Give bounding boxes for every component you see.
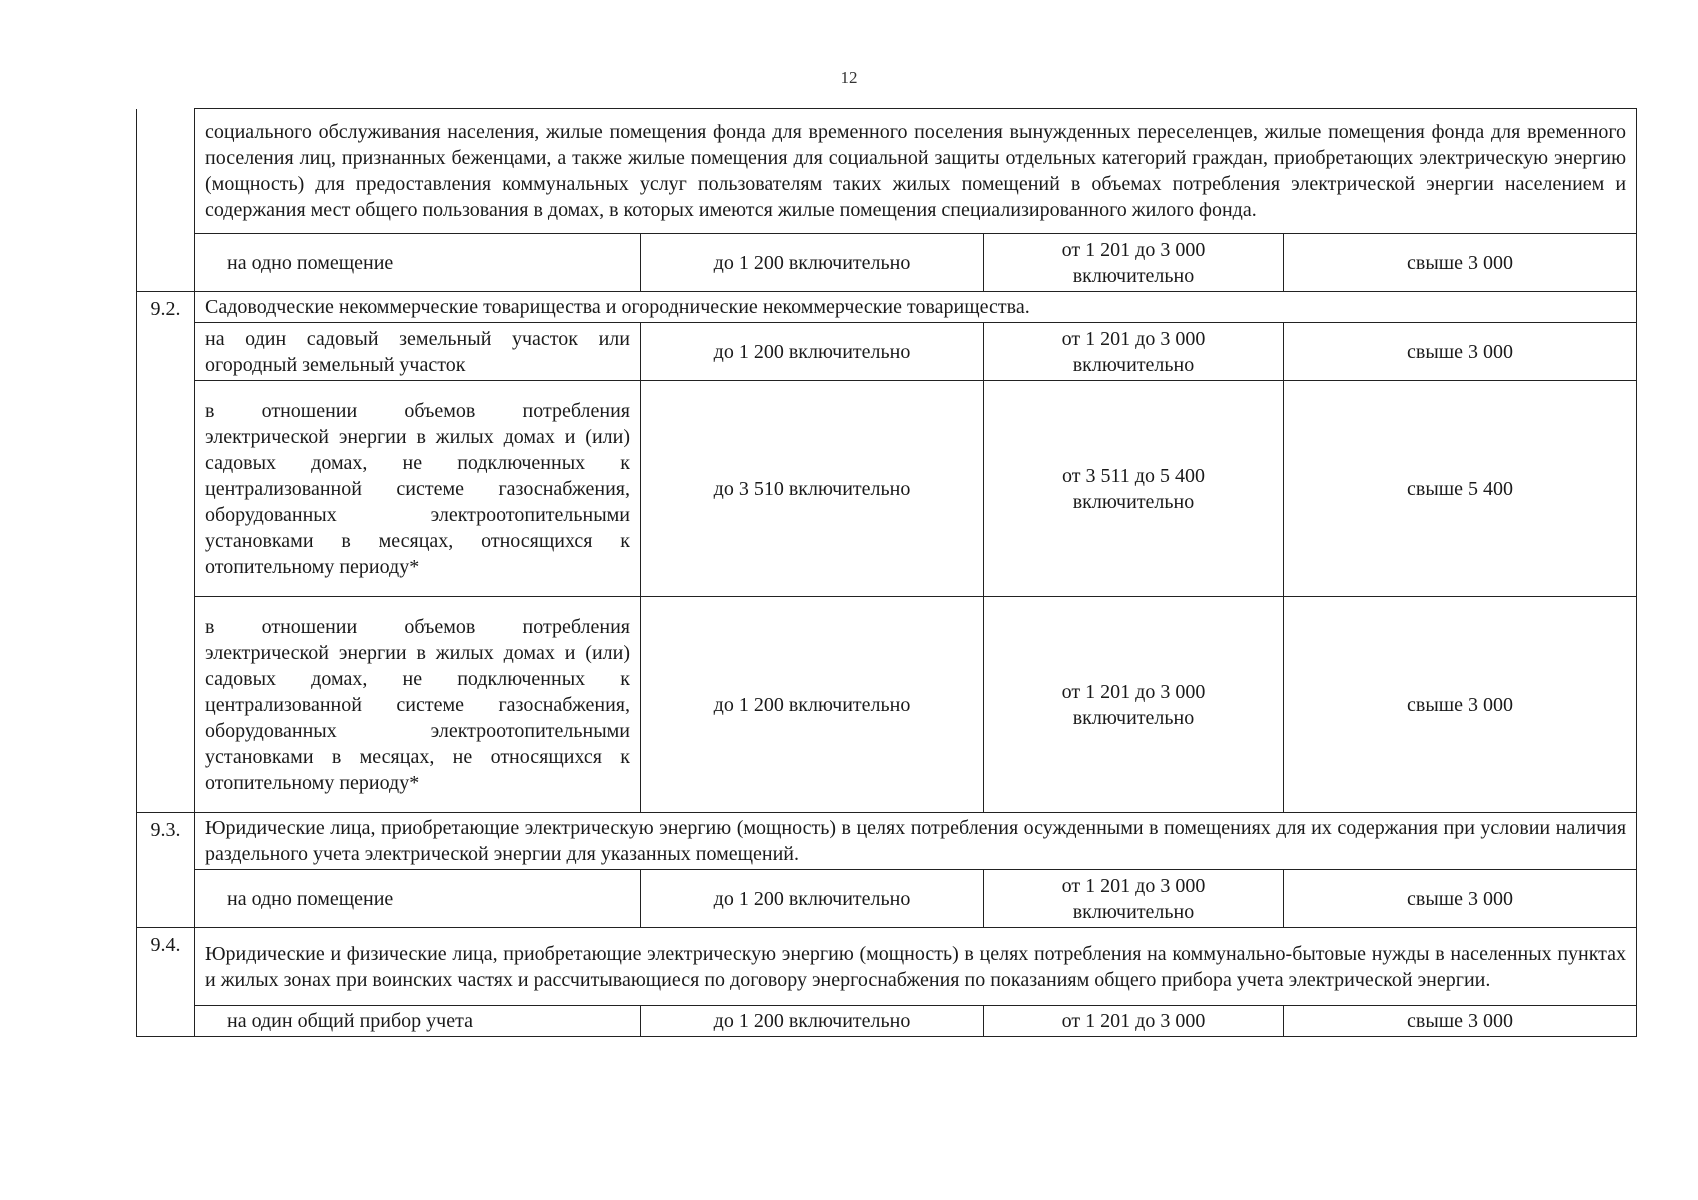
range-middle — [984, 381, 1284, 597]
row-label: на один садовый земельный участок или огородный земельный участок — [195, 323, 641, 381]
range-upper: свыше 3 000 — [1284, 597, 1637, 813]
table-row — [137, 1006, 1637, 1037]
range-middle-line2: включительно — [1072, 353, 1195, 376]
row-label: в отношении объемов потребления электрической энергии в жилых домах и (или) садовых домах, не подключенных к централизованной системе газоснабжения, оборудованных электроотопительными установками в месяцах, не относящихся к отопительному периоду* — [195, 597, 641, 813]
range-middle-line1: от 3 511 до 5 400 — [1062, 464, 1205, 487]
range-middle — [984, 597, 1284, 813]
block-number-cell: 9.2. — [137, 292, 195, 813]
range-middle — [984, 870, 1284, 928]
range-middle — [984, 234, 1284, 292]
row-label: на одно помещение — [195, 234, 641, 292]
range-middle-line1: от 1 201 до 3 000 — [1061, 680, 1206, 703]
table-row — [137, 234, 1637, 292]
range-middle-line1: от 1 201 до 3 000 — [1061, 327, 1206, 350]
block-heading: социального обслуживания населения, жилые помещения фонда для временного поселения вынужденных переселенцев, жилые помещения фонда для временного поселения лиц, признанных беженцами, а также жилые помещения для социальной защиты отдельных категорий граждан, приобретающих электрическую энергию (мощность) для предоставления коммунальных услуг пользователям таких жилых помещений в объемах потребления электрической энергии населением и содержания мест общего пользования в домах, в которых имеются жилые помещения специализированного жилого фонда. — [195, 109, 1637, 234]
range-middle-line2: включительно — [1072, 900, 1195, 923]
table-row — [137, 323, 1637, 381]
block-number-cell — [137, 109, 195, 292]
range-middle — [984, 323, 1284, 381]
block-heading: Садоводческие некоммерческие товарищества и огороднические некоммерческие товарищества. — [195, 292, 1637, 323]
table-row — [137, 381, 1637, 597]
range-middle-line1: от 1 201 до 3 000 — [1061, 874, 1206, 897]
block-heading: Юридические лица, приобретающие электрическую энергию (мощность) в целях потребления осужденными в помещениях для их содержания при условии наличия раздельного учета электрической энергии для указанных помещений. — [195, 813, 1637, 870]
range-upper: свыше 5 400 — [1284, 381, 1637, 597]
range-middle-line2: включительно — [1072, 264, 1195, 287]
block-9-3-heading-row — [137, 813, 1637, 870]
table-row — [137, 597, 1637, 813]
range-middle-line2: включительно — [1072, 706, 1195, 729]
range-middle: от 1 201 до 3 000 — [984, 1006, 1284, 1037]
consumption-ranges-table — [136, 108, 1637, 1037]
page-number: 12 — [840, 68, 858, 87]
range-lower: до 1 200 включительно — [641, 1006, 984, 1037]
table-row — [137, 870, 1637, 928]
range-upper: свыше 3 000 — [1284, 323, 1637, 381]
row-label: на одно помещение — [195, 870, 641, 928]
range-middle-line1: от 1 201 до 3 000 — [1061, 238, 1206, 261]
range-lower: до 3 510 включительно — [641, 381, 984, 597]
row-label: в отношении объемов потребления электрической энергии в жилых домах и (или) садовых домах, не подключенных к централизованной системе газоснабжения, оборудованных электроотопительными установками в месяцах, относящихся к отопительному периоду* — [195, 381, 641, 597]
range-lower: до 1 200 включительно — [641, 597, 984, 813]
block-number-cell: 9.4. — [137, 928, 195, 1037]
range-lower: до 1 200 включительно — [641, 234, 984, 292]
block-number-cell: 9.3. — [137, 813, 195, 928]
range-lower: до 1 200 включительно — [641, 323, 984, 381]
range-middle-line2: включительно — [1072, 490, 1195, 513]
block-continued-heading-row — [137, 109, 1637, 234]
range-upper: свыше 3 000 — [1284, 1006, 1637, 1037]
range-upper: свыше 3 000 — [1284, 234, 1637, 292]
block-heading: Юридические и физические лица, приобретающие электрическую энергию (мощность) в целях потребления на коммунально-бытовые нужды в населенных пунктах и жилых зонах при воинских частях и рассчитывающиеся по договору энергоснабжения по показаниям общего прибора учета электрической энергии. — [195, 928, 1637, 1006]
block-9-2-heading-row — [137, 292, 1637, 323]
block-9-4-heading-row — [137, 928, 1637, 1006]
range-upper: свыше 3 000 — [1284, 870, 1637, 928]
range-lower: до 1 200 включительно — [641, 870, 984, 928]
row-label: на один общий прибор учета — [195, 1006, 641, 1037]
